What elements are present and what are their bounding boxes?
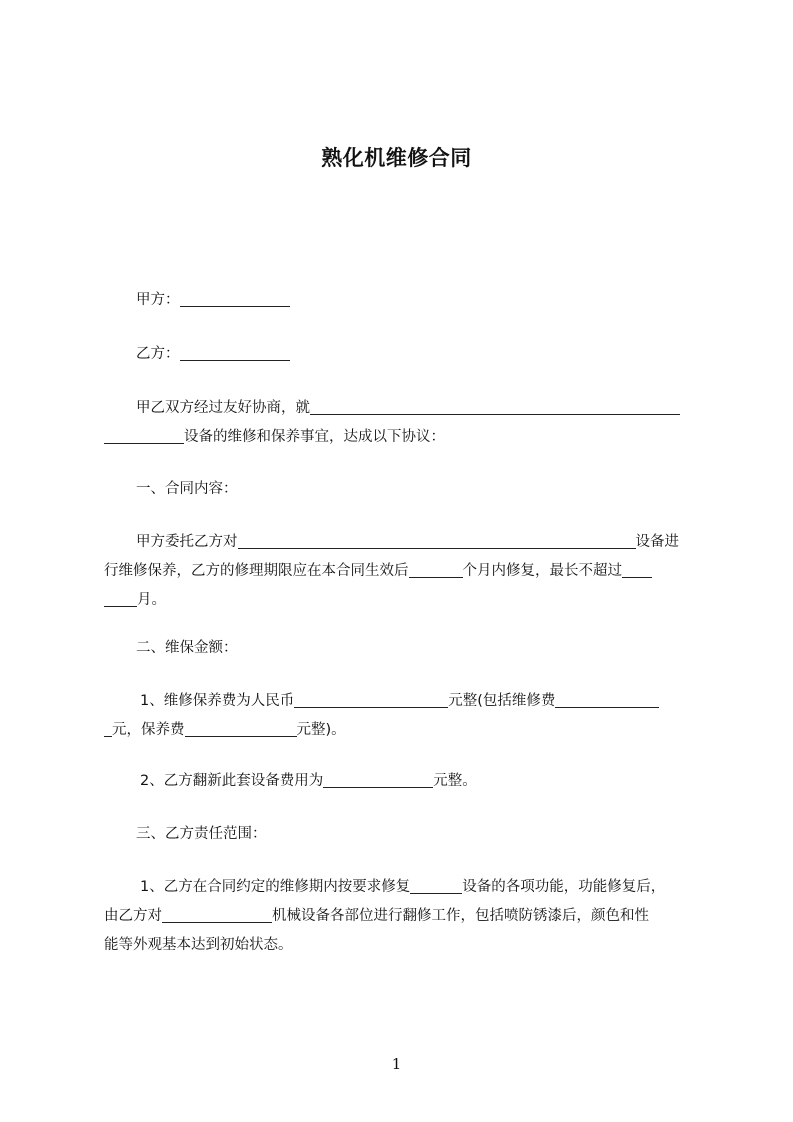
section1-max-months-blank[interactable]: [622, 561, 652, 578]
section2-heading-line: [104, 634, 702, 663]
machinery-blank[interactable]: [162, 906, 272, 923]
document-title: 熟化机维修合同: [321, 146, 472, 170]
repair-equipment-blank[interactable]: [410, 877, 462, 894]
maintenance-fee-blank[interactable]: [185, 720, 297, 737]
section2-item2-text-a: 2、乙方翻新此套设备费用为: [140, 773, 324, 789]
page-number: 1: [391, 1055, 402, 1073]
section1-text-a: 甲方委托乙方对: [136, 534, 238, 550]
section3-item1-text-d: 机械设备各部位进行翻修工作，包括喷防锈漆后，颜色和性: [272, 908, 649, 924]
section1-text-b: 设备进: [635, 534, 679, 550]
party-b-line: [104, 340, 702, 369]
party-b-label: 乙方：: [136, 346, 180, 362]
section1-text-d: 个月内修复，最长不超过: [462, 563, 622, 579]
section3-heading: 三、乙方责任范围：: [136, 826, 267, 842]
repair-fee-blank[interactable]: [555, 691, 659, 708]
section2-item1-text-a: 1、维修保养费为人民币: [140, 693, 295, 709]
party-a-line: [104, 286, 702, 315]
section1-equipment-blank[interactable]: [238, 532, 636, 549]
repair-fee-blank-cont[interactable]: [104, 720, 112, 737]
intro-equipment-blank[interactable]: [310, 398, 680, 415]
section2-item1-text-b: 元整(包括维修费: [448, 693, 556, 709]
intro-text-after: 设备的维修和保养事宜，达成以下协议：: [184, 429, 445, 445]
section2-item1-text-c: 元，保养费: [112, 722, 185, 738]
fee-total-blank[interactable]: [294, 691, 448, 708]
section3-item1-text-e: 能等外观基本达到初始状态。: [104, 937, 293, 953]
section2-heading: 二、维保金额：: [136, 640, 238, 656]
section2-item1-text-d: 元整)。: [296, 722, 346, 738]
party-a-blank[interactable]: [180, 290, 290, 307]
section2-item2-text-b: 元整。: [433, 773, 477, 789]
section1-max-months-blank-cont[interactable]: [104, 590, 137, 607]
section1-text-c: 行维修保养，乙方的修理期限应在本合同生效后: [104, 563, 409, 579]
section3-item1-text-c: 由乙方对: [104, 908, 162, 924]
section3-item1-text-a: 1、乙方在合同约定的维修期内按要求修复: [140, 879, 411, 895]
party-a-label: 甲方：: [136, 292, 180, 308]
section2-item1: [104, 687, 702, 745]
section3-heading-line: [104, 820, 702, 849]
intro-equipment-blank-cont[interactable]: [104, 427, 184, 444]
section1-months-blank[interactable]: [409, 561, 463, 578]
intro-text-before: 甲乙双方经过友好协商，就: [136, 400, 310, 416]
section1-heading-line: [104, 475, 702, 504]
section2-item2: [104, 767, 702, 796]
section1-heading: 一、合同内容：: [136, 481, 238, 497]
section1-text-e: 月。: [137, 592, 166, 608]
section3-item1: [104, 873, 702, 960]
section1-paragraph: [104, 528, 702, 615]
intro-paragraph: [104, 394, 702, 452]
renovation-fee-blank[interactable]: [323, 771, 433, 788]
section3-item1-text-b: 设备的各项功能，功能修复后，: [462, 879, 666, 895]
party-b-blank[interactable]: [180, 344, 290, 361]
